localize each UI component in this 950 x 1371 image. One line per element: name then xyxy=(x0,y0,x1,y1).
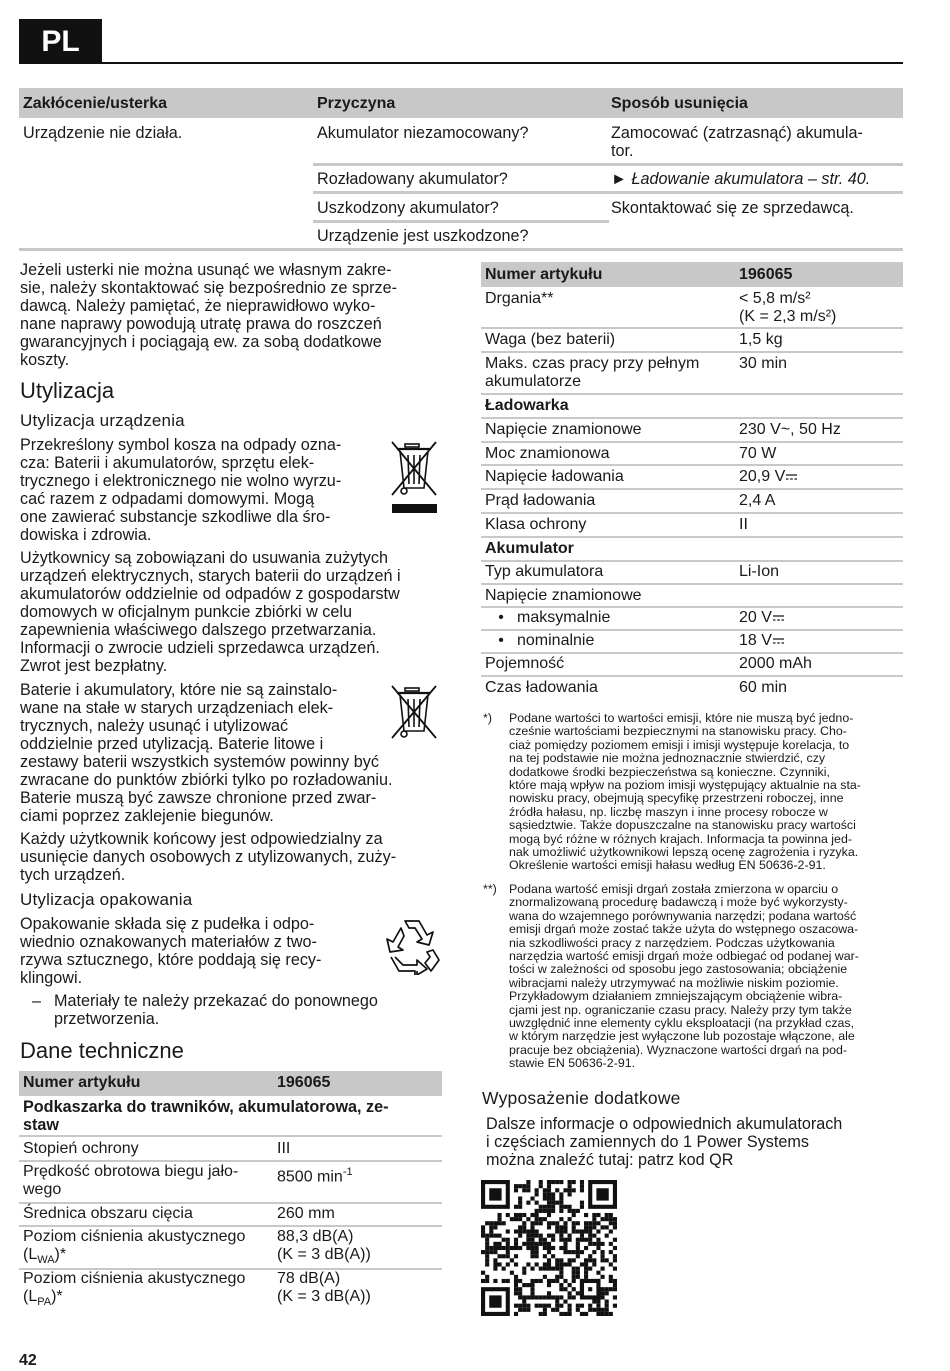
spec-label: Stopień ochrony xyxy=(23,1140,139,1157)
spec-header-value: 196065 xyxy=(739,266,793,283)
crossed-bin-icon xyxy=(388,683,440,741)
text-line: tości w zależności od sposobu jego zastosowania; obciążenie xyxy=(509,962,848,977)
text: (L xyxy=(23,1288,38,1305)
text-line: źródła hałasu, np. liczbę maszyn i inne procesy robocze w xyxy=(509,804,828,819)
row-divider xyxy=(481,675,903,677)
text-line: Maks. czas pracy przy pełnym xyxy=(485,355,700,372)
row-divider xyxy=(481,488,903,490)
footnote-2 xyxy=(509,883,905,1071)
text-line: sąsiedztwie. Także dopuszczalne na stanowisku pracy wartości xyxy=(509,818,856,833)
text-line: Baterie muszą być zawsze chronione przed zwar- xyxy=(20,789,377,807)
spec-value xyxy=(739,632,784,650)
footnote-mark: **) xyxy=(483,882,497,896)
text-line: 78 dB(A) xyxy=(277,1270,341,1287)
row-divider xyxy=(19,1202,442,1204)
text-line: wibracjami należy utrzymywać na możliwie niskim poziomie. xyxy=(509,975,839,990)
text-line: emisji drgań może zostać także użyta do wstępnego oszacowa- xyxy=(509,922,859,937)
text-line: Poziom ciśnienia akustycznego xyxy=(23,1228,246,1245)
cause-cell: Akumulator niezamocowany? xyxy=(317,124,529,142)
value-text: 20 V xyxy=(739,609,772,626)
spec-value: 260 mm xyxy=(277,1205,335,1222)
text-line: Baterie i akumulatory, które nie są zainstalo- xyxy=(20,681,338,699)
text-line: i częściach zamiennych do 1 Power Systems xyxy=(486,1133,809,1151)
text-line: Opakowanie składa się z pudełka i odpo- xyxy=(20,915,315,933)
text-line: akumulatorów oddzielnie od odpadów z gospodarstw xyxy=(20,585,400,603)
text-line: Informacji o zwrocie udzieli sprzedawca urządzeń. xyxy=(20,639,380,657)
text-line: narzędzia wartość emisji drgań może odbiegać od podanej war- xyxy=(509,949,859,964)
row-divider xyxy=(481,393,903,395)
value-text: 18 V xyxy=(739,632,772,649)
footnote-mark: *) xyxy=(483,711,492,725)
text-line: na tej podstawie nie można jednoznacznie stwierdzić, czy xyxy=(509,751,826,766)
recycle-icon xyxy=(381,915,443,975)
text-line: koszty. xyxy=(20,351,70,369)
text-line: Przykładowym działaniem zmniejszającym obciążenie wibra- xyxy=(509,989,843,1004)
col-remedy: Sposób usunięcia xyxy=(611,95,748,112)
spec-value: 30 min xyxy=(739,355,788,372)
text-line: dawcą. Należy pamiętać, że nieprawidłowo wyko- xyxy=(20,297,376,315)
text-line: Dalsze informacje o odpowiednich akumulatorach xyxy=(486,1115,843,1133)
text-line: tych urządzeń. xyxy=(20,866,126,884)
text-line: akumulatorze xyxy=(485,373,582,390)
text-line: zestawy baterii wszystkich systemów powinny być xyxy=(20,753,379,771)
spec-header-value: 196065 xyxy=(277,1074,331,1091)
qr-code[interactable] xyxy=(481,1180,617,1316)
device-paragraph-4 xyxy=(20,830,445,884)
language-tab: PL xyxy=(19,19,102,64)
packaging-paragraph xyxy=(20,915,390,987)
text-line: Określenie wartości emisji hałasu według EN 50636-2-91. xyxy=(509,858,826,873)
dc-symbol-icon xyxy=(773,614,784,622)
text-line: mogą być różne w różnych krajach. Informacja ta powinna jed- xyxy=(509,831,852,846)
spec-value: Li-Ion xyxy=(739,563,780,580)
text-line: dowiska i zdrowia. xyxy=(20,526,152,544)
row-divider xyxy=(481,464,903,466)
spec-label xyxy=(485,355,699,391)
page-reference-link[interactable]: Ładowanie akumulatora – str. 40. xyxy=(631,170,871,188)
device-paragraph-1 xyxy=(20,436,380,544)
spec-value xyxy=(739,609,784,627)
text-line: staw xyxy=(23,1116,59,1134)
text: )* xyxy=(54,1246,67,1263)
page-number: 42 xyxy=(19,1352,37,1369)
text-line: cać razem z odpadami domowymi. Mogą xyxy=(20,490,315,508)
text-line: można znaleźć tutaj: patrz kod QR xyxy=(486,1151,734,1169)
spec-label xyxy=(23,1270,245,1311)
spec-header-label: Numer artykułu xyxy=(485,266,603,283)
row-divider xyxy=(481,351,903,353)
dc-symbol-icon xyxy=(786,473,797,481)
text-line: nak umożliwić użytkownikowi lepszą ocenę zagrożenia i ryzyka. xyxy=(509,845,859,860)
text-line: wana do wzajemnego porównywania narzędzi; podana wartość xyxy=(509,908,857,923)
fault-cell: Urządzenie nie działa. xyxy=(23,124,183,142)
text-line: < 5,8 m/s² xyxy=(739,290,811,307)
spec-label xyxy=(485,609,610,627)
row-divider xyxy=(481,512,903,514)
spec-header-label: Numer artykułu xyxy=(23,1074,141,1091)
charger-heading: Ładowarka xyxy=(485,397,569,414)
arrow-icon: ► xyxy=(611,170,628,188)
text-line: urządzeń elektrycznych, starych baterii do urządzeń i xyxy=(20,567,401,585)
text-line: gwarancyjnych i pociągają ew. za sobą dodatkowe xyxy=(20,333,382,351)
label-text: nominalnie xyxy=(517,632,595,649)
device-disposal-heading: Utylizacja urządzenia xyxy=(20,411,185,430)
row-divider xyxy=(481,606,903,608)
text-line: nane naprawy powodują utratę prawa do roszczeń xyxy=(20,315,382,333)
spec-value: 1,5 kg xyxy=(739,331,783,348)
text-line: dodatkowe środki bezpieczeństwa są konieczne. Czynniki, xyxy=(509,764,830,779)
cause-cell: Uszkodzony akumulator? xyxy=(317,199,499,217)
device-paragraph-3 xyxy=(20,681,445,825)
bullet: • xyxy=(498,632,504,649)
row-divider xyxy=(481,327,903,329)
text-line: pracuje bez obciążenia). Wyznaczone wartości drgań na pod- xyxy=(509,1042,848,1057)
spec-group-title xyxy=(23,1098,389,1134)
text-line: Użytkownicy są zobowiązani do usuwania zużytych xyxy=(20,549,388,567)
text-line: Podana wartość emisji drgań została zmierzona w oparciu o xyxy=(509,882,839,896)
text-line xyxy=(23,1288,245,1311)
text-line: wiednio oznakowanych materiałów z two- xyxy=(20,933,317,951)
spec-value xyxy=(739,290,836,326)
row-divider xyxy=(313,220,609,223)
text-line: wane na stałe w starych urządzeniach elek- xyxy=(20,699,334,717)
spec-value: 2000 mAh xyxy=(739,655,812,672)
text-line: usunięcie danych osobowych z utylizowanych, zuży- xyxy=(20,848,397,866)
text-line: wego xyxy=(23,1181,62,1198)
row-divider xyxy=(481,629,903,631)
text-line: nia szkodliwości pracy z narzędziem. Podczas użytkowania xyxy=(509,935,835,950)
row-divider xyxy=(313,191,903,194)
disposal-heading: Utylizacja xyxy=(20,378,115,403)
text-line: znormalizowaną procedurę badawczą i może być wykorzysty- xyxy=(509,895,848,910)
text-line: (K = 3 dB(A)) xyxy=(277,1246,371,1263)
text-line: one zawierać substancje szkodliwe dla śro- xyxy=(20,508,331,526)
accessories-heading: Wyposażenie dodatkowe xyxy=(482,1088,681,1108)
spec-label: Napięcie znamionowe xyxy=(485,421,642,438)
text-line xyxy=(23,1246,245,1269)
bullet: • xyxy=(498,609,504,626)
text-line: przetworzenia. xyxy=(54,1010,160,1028)
spec-label xyxy=(23,1163,238,1199)
row-divider xyxy=(481,560,903,562)
remedy-cell: Skontaktować się ze sprzedawcą. xyxy=(611,199,854,217)
text: )* xyxy=(51,1288,63,1305)
text-line: sie, należy skontaktować się bezpośrednio ze sprze- xyxy=(20,279,397,297)
row-divider xyxy=(19,1225,442,1227)
value-text: 8500 min xyxy=(277,1168,343,1186)
subscript: WA xyxy=(37,1254,55,1267)
intro-paragraph xyxy=(20,261,445,369)
text-line: ciami poprzez zaklejenie biegunów. xyxy=(20,807,274,825)
row-divider xyxy=(481,652,903,654)
spec-label: Czas ładowania xyxy=(485,679,598,696)
spec-value xyxy=(277,1228,371,1264)
remedy-text: Zamocować (zatrzasnąć) akumula- xyxy=(611,124,863,142)
text: (L xyxy=(23,1246,38,1263)
accessories-paragraph xyxy=(486,1115,906,1169)
remedy-cell xyxy=(611,124,863,160)
text-line: Przekreślony symbol kosza na odpady ozna- xyxy=(20,436,342,454)
text-line: Podkaszarka do trawników, akumulatorowa, ze- xyxy=(23,1098,389,1116)
spec-label: Prąd ładowania xyxy=(485,492,596,509)
text-line: Poziom ciśnienia akustycznego xyxy=(23,1270,246,1287)
row-divider xyxy=(481,417,903,419)
text-line: rzywa sztucznego, które poddają się recy- xyxy=(20,951,322,969)
spec-label: Drgania** xyxy=(485,290,554,307)
text-line: Jeżeli usterki nie można usunąć we własnym zakre- xyxy=(20,261,392,279)
text-line: Prędkość obrotowa biegu jało- xyxy=(23,1163,239,1180)
text-line: Zwrot jest bezpłatny. xyxy=(20,657,168,675)
text-line: stawie EN 50636-2-91. xyxy=(509,1056,636,1071)
col-fault: Zakłócenie/usterka xyxy=(23,95,168,112)
row-divider xyxy=(313,163,903,166)
device-paragraph-2 xyxy=(20,549,445,675)
cause-cell: Urządzenie jest uszkodzone? xyxy=(317,227,529,245)
spec-label: Klasa ochrony xyxy=(485,516,587,533)
spec-label: Średnica obszaru cięcia xyxy=(23,1205,193,1222)
text-line: cześnie wartościami bezpiecznymi na stanowisku pracy. Cho- xyxy=(509,724,847,739)
battery-heading: Akumulator xyxy=(485,540,574,557)
text-line: ciaż pomiędzy poziomem emisji i imisji występuje korelacja, to xyxy=(509,737,850,752)
text-line: 88,3 dB(A) xyxy=(277,1228,354,1245)
dash-bullet: – xyxy=(32,992,42,1010)
tech-data-heading: Dane techniczne xyxy=(20,1038,184,1063)
spec-label: Moc znamionowa xyxy=(485,445,610,462)
spec-value xyxy=(277,1163,353,1186)
text-line: Każdy użytkownik końcowy jest odpowiedzialny za xyxy=(20,830,383,848)
spec-value: 230 V~, 50 Hz xyxy=(739,421,841,438)
row-divider xyxy=(19,1160,442,1162)
text-line: uwzględnić inne elementy cyklu eksploatacji (na przykład czas, xyxy=(509,1016,855,1031)
text-line: nowisku pracy, obejmują specyfikę przestrzeni roboczej, inne xyxy=(509,791,844,806)
text-line: cjami jest np. ograniczanie czasu pracy. Należy przy tym także xyxy=(509,1002,852,1017)
text-line: zwracane do punktów zbiórki tylko po rozładowaniu. xyxy=(20,771,393,789)
spec-value xyxy=(277,1270,371,1306)
text-line: Podane wartości to wartości emisji, które nie muszą być jedno- xyxy=(509,711,854,725)
spec-value: III xyxy=(277,1140,291,1157)
text-line: trycznego i elektronicznego nie wolno wyrzu- xyxy=(20,472,342,490)
row-divider xyxy=(19,1135,442,1137)
cause-cell: Rozładowany akumulator? xyxy=(317,170,508,188)
list-item-text: Materiały te należy przekazać do ponownego xyxy=(54,992,378,1010)
text-line: (K = 3 dB(A)) xyxy=(277,1288,371,1305)
superscript: -1 xyxy=(342,1166,353,1178)
packaging-list-item xyxy=(20,992,445,1028)
value-text: 20,9 V xyxy=(739,468,786,485)
spec-label xyxy=(23,1228,245,1269)
row-divider xyxy=(481,536,903,538)
remedy-text: tor. xyxy=(611,142,634,160)
row-divider xyxy=(481,583,903,585)
spec-label: Napięcie znamionowe xyxy=(485,587,642,604)
spec-value: II xyxy=(739,516,748,533)
footnote-1 xyxy=(509,712,905,873)
spec-label: Typ akumulatora xyxy=(485,563,604,580)
spec-label: Pojemność xyxy=(485,655,565,672)
text-line: domowych w oficjalnym punkcie zbiórki w celu xyxy=(20,603,352,621)
text-line: w którym narzędzie jest wyłączone lub pozostaje włączone, ale xyxy=(509,1029,855,1044)
text-line: (K = 2,3 m/s²) xyxy=(739,308,837,325)
table-bottom-rule xyxy=(19,248,903,251)
col-cause: Przyczyna xyxy=(317,95,396,112)
subscript: PA xyxy=(37,1296,52,1309)
spec-value: 70 W xyxy=(739,445,777,462)
top-rule xyxy=(19,62,903,64)
spec-value: 2,4 A xyxy=(739,492,776,509)
text-line xyxy=(20,992,445,1010)
remedy-cell xyxy=(611,170,870,188)
packaging-heading: Utylizacja opakowania xyxy=(20,890,193,909)
text-line: które mają wpływ na poziom imisji występujący aktualnie na sta- xyxy=(509,778,861,793)
spec-label: Napięcie ładowania xyxy=(485,468,624,485)
label-text: maksymalnie xyxy=(517,609,611,626)
text-line: klingowi. xyxy=(20,969,83,987)
row-divider xyxy=(481,441,903,443)
dc-symbol-icon xyxy=(773,637,784,645)
spec-label xyxy=(485,632,594,650)
text-line: trycznych, należy usunąć i utylizować xyxy=(20,717,289,735)
spec-value: 60 min xyxy=(739,679,788,696)
crossed-bin-icon xyxy=(388,438,440,514)
spec-label: Waga (bez baterii) xyxy=(485,331,616,348)
text-line: oddzielnie przed utylizacją. Baterie litowe i xyxy=(20,735,324,753)
text-line: cza: Baterii i akumulatorów, sprzętu elek- xyxy=(20,454,315,472)
text-line: zapewnienia właściwego dalszego przetwarzania. xyxy=(20,621,377,639)
spec-value xyxy=(739,468,797,486)
